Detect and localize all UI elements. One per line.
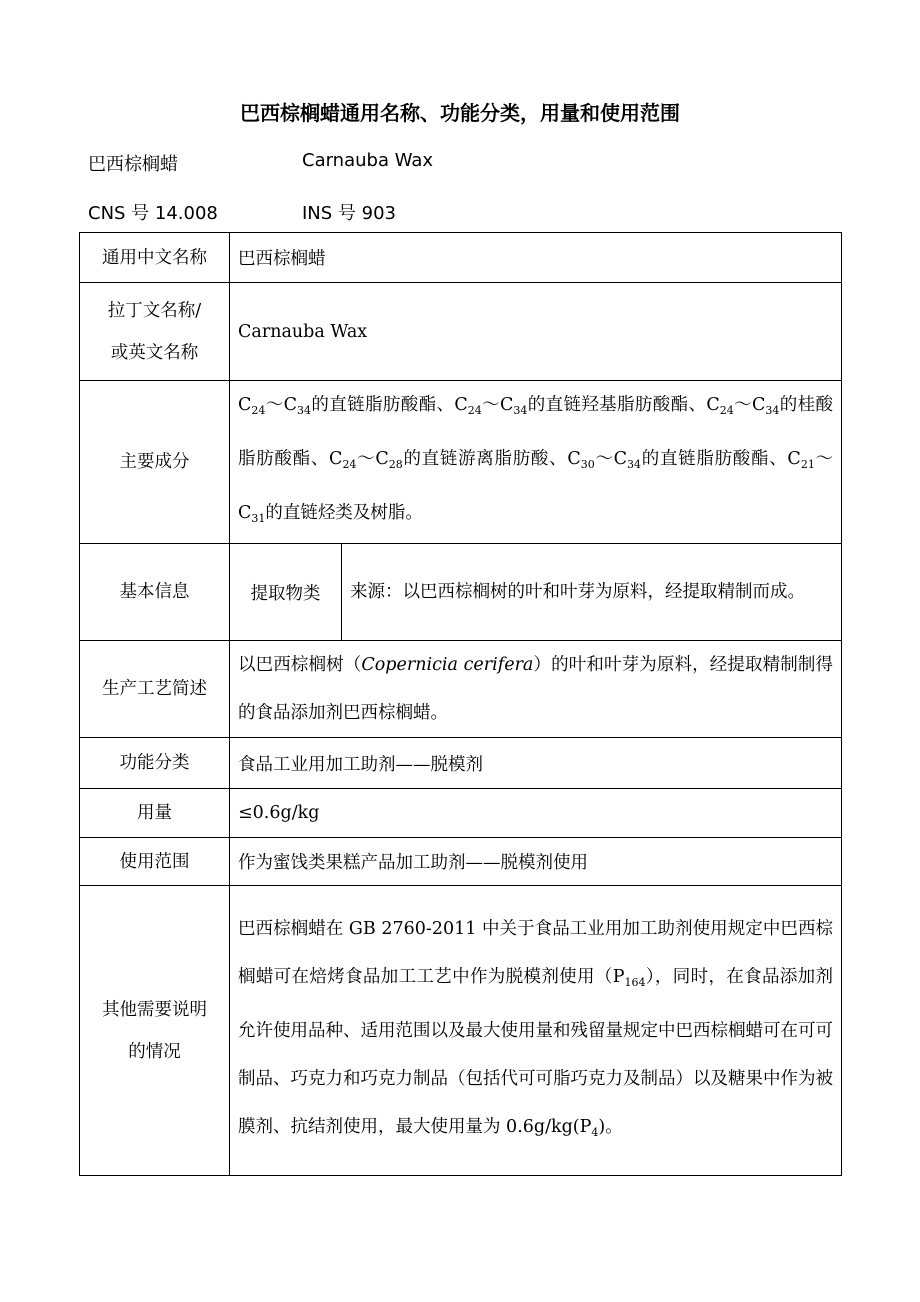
subscript: 24 <box>342 458 357 471</box>
row-value-latin-name: Carnauba Wax <box>230 283 842 381</box>
text-run: 以巴西棕榈树（ <box>238 655 362 675</box>
row-value-function-class: 食品工业用加工助剂——脱模剂 <box>230 738 842 789</box>
text-run: 巴西棕榈蜡在 GB 2760-2011 中关于食品工业用加工助剂使用规定中巴西棕榈蜡可在焙烤食品加工工艺中作为脱模剂使用（P <box>238 918 833 987</box>
label-line: 或英文名称 <box>110 342 199 363</box>
meta-ins-number: INS 号 903 <box>302 203 396 224</box>
table-row <box>80 381 842 544</box>
text-run: C <box>238 395 252 415</box>
subscript: 34 <box>513 404 528 417</box>
text-run: ～C <box>481 395 514 415</box>
subscript: 28 <box>388 458 403 471</box>
meta-cns-number: CNS 号 14.008 <box>88 203 218 224</box>
row-label-dosage: 用量 <box>80 789 230 838</box>
process-text <box>238 641 833 737</box>
table-row <box>80 233 842 283</box>
text-run: ～C <box>265 395 298 415</box>
subscript: 31 <box>251 512 266 525</box>
row-label-other-notes <box>80 886 230 1176</box>
text-run: 的直链游离脂肪酸、C <box>402 449 581 469</box>
text-run: ～C <box>356 449 389 469</box>
table-row <box>80 838 842 886</box>
table-row <box>80 641 842 738</box>
source-text: 来源：以巴西棕榈树的叶和叶芽为原料，经提取精制而成。 <box>350 582 805 602</box>
notes-text <box>238 905 833 1157</box>
label-line: 拉丁文名称/ <box>107 300 202 321</box>
row-label-common-name: 通用中文名称 <box>80 233 230 283</box>
latin-name: Copernicia cerifera <box>361 655 534 675</box>
table-row <box>80 544 842 641</box>
table-row <box>80 738 842 789</box>
text-run: 的直链脂肪酸酯、C <box>311 395 468 415</box>
label-line: 的情况 <box>128 1041 181 1062</box>
text-run: )。 <box>598 1116 623 1137</box>
document-title: 巴西棕榈蜡通用名称、功能分类，用量和使用范围 <box>240 101 680 125</box>
row-value-other-notes <box>230 886 842 1176</box>
row-value-common-name: 巴西棕榈蜡 <box>230 233 842 283</box>
text-run: ～C <box>594 449 628 469</box>
row-value-dosage: ≤0.6g/kg <box>230 789 842 838</box>
subscript: 34 <box>627 458 642 471</box>
subscript: 34 <box>297 404 312 417</box>
text-run: 的桂酸脂肪酸酯、C <box>238 395 834 469</box>
subscript: 21 <box>800 458 815 471</box>
text-run: ～C <box>733 395 766 415</box>
table-row <box>80 789 842 838</box>
text-run: ～C <box>238 449 834 523</box>
text-run: 的直链羟基脂肪酸酯、C <box>527 395 720 415</box>
row-label-production-process: 生产工艺简述 <box>80 641 230 738</box>
subscript: 30 <box>580 458 595 471</box>
meta-english-name: Carnauba Wax <box>302 150 434 171</box>
text-run: ），同时，在食品添加剂允许使用品种、适用范围以及最大使用量和残留量规定中巴西棕榈蜡可在可可制品、巧克力和巧克力制品（包括代可可脂巧克力及制品）以及糖果中作为被膜剂、抗结剂使用，最大使用量为 0.6g/kg(P <box>238 966 834 1137</box>
row-label-function-class: 功能分类 <box>80 738 230 789</box>
row-value-source <box>342 544 842 641</box>
subscript: 4 <box>591 1125 599 1139</box>
row-value-main-components <box>230 381 842 544</box>
row-label-basic-info: 基本信息 <box>80 544 230 641</box>
text-run: 的直链烃类及树脂。 <box>265 503 423 523</box>
components-text <box>238 381 833 543</box>
row-value-usage-scope: 作为蜜饯类果糕产品加工助剂——脱模剂使用 <box>230 838 842 886</box>
subscript: 164 <box>624 975 646 989</box>
info-table <box>79 232 842 1176</box>
text-run: ）的叶和叶芽为原料，经提取精制制得的食品添加剂巴西棕榈蜡。 <box>238 655 833 723</box>
text-run: 的直链脂肪酸酯、C <box>641 449 801 469</box>
table-row <box>80 886 842 1176</box>
row-label-latin-name <box>80 283 230 381</box>
table-row <box>80 283 842 381</box>
row-sublabel-extract-type: 提取物类 <box>230 544 342 641</box>
row-label-usage-scope: 使用范围 <box>80 838 230 886</box>
row-label-main-components: 主要成分 <box>80 381 230 544</box>
subscript: 24 <box>467 404 482 417</box>
label-line: 其他需要说明 <box>102 999 207 1020</box>
subscript: 24 <box>719 404 734 417</box>
row-value-production-process <box>230 641 842 738</box>
subscript: 24 <box>251 404 266 417</box>
subscript: 34 <box>765 404 780 417</box>
meta-chinese-name: 巴西棕榈蜡 <box>88 154 178 175</box>
